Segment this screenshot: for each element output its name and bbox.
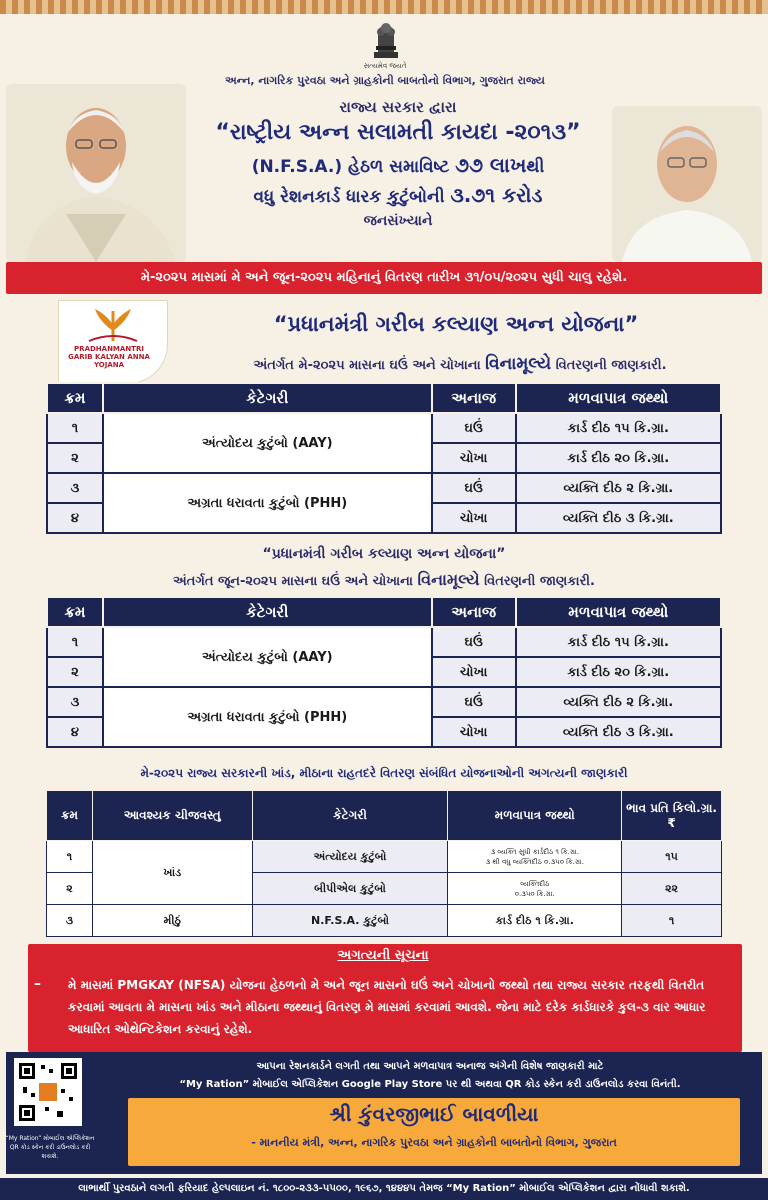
- department-name: અન્ન, નાગરિક પુરવઠા અને ગ્રાહકોની બાબતોનો વિભાગ, ગુજરાત રાજ્ય: [225, 74, 545, 87]
- row-grain: ઘઉં: [432, 687, 516, 717]
- col-header-no: ક્રમ: [47, 383, 103, 413]
- table-header-row: [47, 791, 722, 841]
- row-grain: ચોખા: [432, 657, 516, 687]
- qr-code-icon[interactable]: [14, 1058, 82, 1126]
- emblem-caption: સત્યમેવ જયતે: [363, 62, 407, 70]
- col-header-price: ભાવ પ્રતિ કિલો.ગ્રા.₹: [622, 791, 722, 841]
- headline-line-5: જનસંખ્યાને: [363, 213, 433, 229]
- row-no: ૧: [47, 627, 103, 657]
- june-sub-a: અંતર્ગત જૂન-૨૦૨૫ માસના ઘઉં અને ચોખાના: [173, 574, 418, 589]
- pmgkay-logo-text: PRADHANMANTRI GARIB KALYAN ANNA YOJANA: [68, 345, 150, 369]
- helpline-bar: લાભાર્થી પુરવઠાને લગતી ફરિયાદ હેલ્પલાઇન નં. ૧૮૦૦-૨૩૩-૫૫૦૦, ૧૯૬૭, ૧૪૪૪૫ તેમજ “My Ration” મોબાઈલ એપ્લિકેશન દ્વારા નોંધાવી શકાશે.: [0, 1178, 768, 1200]
- row-qty: વ્યક્તિ દીઠ ૩ કિ.ગ્રા.: [516, 717, 721, 747]
- headline-line-4a: વધુ રેશનકાર્ડ ધારક કુટુંબોની: [253, 187, 451, 207]
- row-no: ૨: [47, 657, 103, 687]
- row-grain: ઘઉં: [432, 627, 516, 657]
- pmgkay-may-subtitle: [170, 354, 750, 374]
- table-header-row: [47, 597, 721, 627]
- pmgkay-logo: [58, 300, 168, 384]
- may-distribution-table: [46, 382, 722, 534]
- table-row: [47, 413, 721, 443]
- pmgkay-sub-c: વિતરણની જાણકારી.: [551, 358, 667, 373]
- row-category: અગ્રતા ધરાવતા કુટુંબો (PHH): [103, 473, 432, 533]
- minister-role: - માનનીય મંત્રી, અન્ન, નાગરિક પુરવઠા અને ગ્રાહકોની બાબતોનો વિભાગ, ગુજરાત: [251, 1136, 617, 1149]
- row-category: અંત્યોદય કુટુંબો: [252, 841, 448, 873]
- june-sub-c: વિતરણની જાણકારી.: [479, 574, 595, 589]
- row-no: ૧: [47, 413, 103, 443]
- pmgkay-title: “પ્રધાનમંત્રી ગરીબ કલ્યાણ અન્ન યોજના”: [273, 312, 639, 336]
- headline-line-4: [180, 183, 616, 207]
- headline-line-1: રાજ્ય સરકાર દ્વારા: [339, 98, 457, 116]
- row-no: ૨: [47, 873, 93, 905]
- distribution-date-banner: મે-૨૦૨૫ માસમાં મે અને જૂન-૨૦૨૫ મહિનાનું વિતરણ તારીખ ૩૧/૦૫/૨૦૨૫ સુધી ચાલુ રહેશે.: [6, 262, 762, 294]
- row-qty: કાર્ડ દીઠ ૧૫ કિ.ગ્રા.: [516, 413, 721, 443]
- col-header-qty: મળવાપાત્ર જથ્થો: [516, 383, 721, 413]
- row-grain: ચોખા: [432, 717, 516, 747]
- row-qty: [448, 873, 622, 905]
- row-qty-line-2: ૦.૩૫૦ કિ.ગ્રા.: [514, 889, 555, 898]
- row-item: ખાંડ: [92, 841, 252, 905]
- app-info-line-2: “My Ration” મોબાઈલ એપ્લિકેશન Google Play Store પર થી અથવા QR કોડ સ્કેન કરી ડાઉનલોડ કરવા વિનંતી.: [179, 1079, 681, 1090]
- col-header-qty: મળવાપાત્ર જથ્થો: [516, 597, 721, 627]
- row-grain: ઘઉં: [432, 413, 516, 443]
- headline-line-3c: થી: [526, 157, 545, 177]
- row-no: ૩: [47, 473, 103, 503]
- row-no: ૨: [47, 443, 103, 473]
- row-qty: વ્યક્તિ દીઠ ૨ કિ.ગ્રા.: [516, 687, 721, 717]
- row-qty: વ્યક્તિ દીઠ ૩ કિ.ગ્રા.: [516, 503, 721, 533]
- col-header-no: ક્રમ: [47, 791, 93, 841]
- row-price: ૨૨: [622, 873, 722, 905]
- row-no: ૩: [47, 905, 93, 937]
- row-qty: કાર્ડ દીઠ ૨૦ કિ.ગ્રા.: [516, 657, 721, 687]
- row-category: અંત્યોદય કુટુંબો (AAY): [103, 413, 432, 473]
- minister-box: [128, 1098, 740, 1166]
- col-header-qty: મળવાપાત્ર જથ્થો: [448, 791, 622, 841]
- app-info-text: [104, 1058, 756, 1094]
- col-header-category: કેટેગરી: [103, 597, 432, 627]
- col-header-grain: અનાજ: [432, 383, 516, 413]
- row-category: અંત્યોદય કુટુંબો (AAY): [103, 627, 432, 687]
- table-row: [47, 687, 721, 717]
- headline-line-3: [180, 153, 616, 177]
- row-grain: ઘઉં: [432, 473, 516, 503]
- headline-lakh-count: ૭૭ લાખ: [455, 153, 527, 177]
- row-qty-line-2: ૩ થી વધુ વ્યક્તિદીઠ ૦.૩૫૦ કિ.ગ્રા.: [485, 857, 584, 866]
- table-header-row: [47, 383, 721, 413]
- qr-caption: “My Ration” મોબાઈલ એપ્લિકેશન QR કોડ સ્કેન કરી ડાઉનલોડ કરી શકાશે.: [5, 1135, 95, 1160]
- row-item: મીઠું: [92, 905, 252, 937]
- col-header-item: આવશ્યક ચીજવસ્તુ: [92, 791, 252, 841]
- table-row: [47, 841, 722, 873]
- minister-name: શ્રી કુંવરજીભાઈ બાવળીયા: [329, 1102, 539, 1126]
- row-qty: કાર્ડ દીઠ ૧૫ કિ.ગ્રા.: [516, 627, 721, 657]
- row-no: ૪: [47, 717, 103, 747]
- table-row: [47, 627, 721, 657]
- row-grain: ચોખા: [432, 503, 516, 533]
- col-header-category: કેટેગરી: [103, 383, 432, 413]
- col-header-grain: અનાજ: [432, 597, 516, 627]
- row-price: ૧૫: [622, 841, 722, 873]
- pmgkay-sub-a: અંતર્ગત મે-૨૦૨૫ માસના ઘઉં અને ચોખાના: [253, 358, 486, 373]
- june-title: “પ્રધાનમંત્રી ગરીબ કલ્યાણ અન્ન યોજના”: [262, 546, 506, 562]
- row-qty-line-1: ૩ વ્યક્તિ સુધી કાર્ડદીઠ ૧ કિ.ગ્રા.: [490, 847, 579, 856]
- national-emblem-icon: [366, 16, 406, 64]
- row-price: ૧: [622, 905, 722, 937]
- notice-body: મે માસમાં PMGKAY (NFSA) યોજના હેઠળનો મે અને જૂન માસનો ઘઉં અને ચોખાનો જથ્થો તથા રાજ્ય સરકાર તરફથી વિતરીત કરવામાં આવતા મે માસના ખાંડ અને મીઠાના જથ્થાનું વિતરણ મે માસમાં કરવામાં આવશે. જેના માટે દરેક કાર્ડધારકે કુલ-૩ વાર આધાર આધારિત ઓથેન્ટિકેશન કરવાનું રહેશે.: [68, 978, 706, 1036]
- row-qty-line-1: વ્યક્તિદીઠ: [520, 879, 550, 888]
- important-notice: [28, 944, 742, 1052]
- wheat-logo-icon: [59, 301, 167, 345]
- row-grain: ચોખા: [432, 443, 516, 473]
- col-header-category: કેટેગરી: [252, 791, 448, 841]
- app-info-line-1: આપના રેશનકાર્ડને લગતી તથા આપને મળવાપાત્ર અનાજ અંગેની વિશેષ જાણકારી માટે: [256, 1061, 604, 1072]
- sugar-salt-title: મે-૨૦૨૫ રાજ્ય સરકારની ખાંડ, મીઠાના રાહતદરે વિતરણ સંબંધિત યોજનાઓની અગત્યની જાણકારી: [140, 766, 628, 780]
- row-qty: કાર્ડ દીઠ ૨૦ કિ.ગ્રા.: [516, 443, 721, 473]
- prime-minister-photo: [6, 84, 186, 262]
- row-no: ૧: [47, 841, 93, 873]
- row-category: અગ્રતા ધરાવતા કુટુંબો (PHH): [103, 687, 432, 747]
- chief-minister-photo: [612, 106, 762, 262]
- top-decorative-band: [0, 0, 768, 14]
- june-free-word: વિનામૂલ્યે: [417, 570, 480, 589]
- notice-title: અગત્યની સૂચના: [337, 948, 429, 963]
- headline-act-title: “રાષ્ટ્રીય અન્ન સલામતી કાયદા -૨૦૧૩”: [215, 120, 581, 145]
- headline-crore-count: ૩.૭૧ કરોડ: [450, 183, 543, 207]
- row-category: N.F.S.A. કુટુંબો: [252, 905, 448, 937]
- headline-block: [180, 98, 616, 229]
- notice-dash: –: [34, 976, 41, 992]
- sugar-salt-table: [46, 790, 722, 937]
- june-subtitle: [40, 570, 728, 590]
- col-header-no: ક્રમ: [47, 597, 103, 627]
- table-row: [47, 473, 721, 503]
- row-qty: વ્યક્તિ દીઠ ૨ કિ.ગ્રા.: [516, 473, 721, 503]
- row-no: ૩: [47, 687, 103, 717]
- pmgkay-free-word: વિનામૂલ્યે: [485, 354, 552, 374]
- row-qty: કાર્ડ દીઠ ૧ કિ.ગ્રા.: [448, 905, 622, 937]
- row-category: બીપીએલ કુટુંબો: [252, 873, 448, 905]
- table-row: [47, 905, 722, 937]
- row-no: ૪: [47, 503, 103, 533]
- june-distribution-table: [46, 596, 722, 748]
- headline-line-3a: (N.F.S.A.) હેઠળ સમાવિષ્ટ: [251, 157, 456, 177]
- row-qty: [448, 841, 622, 873]
